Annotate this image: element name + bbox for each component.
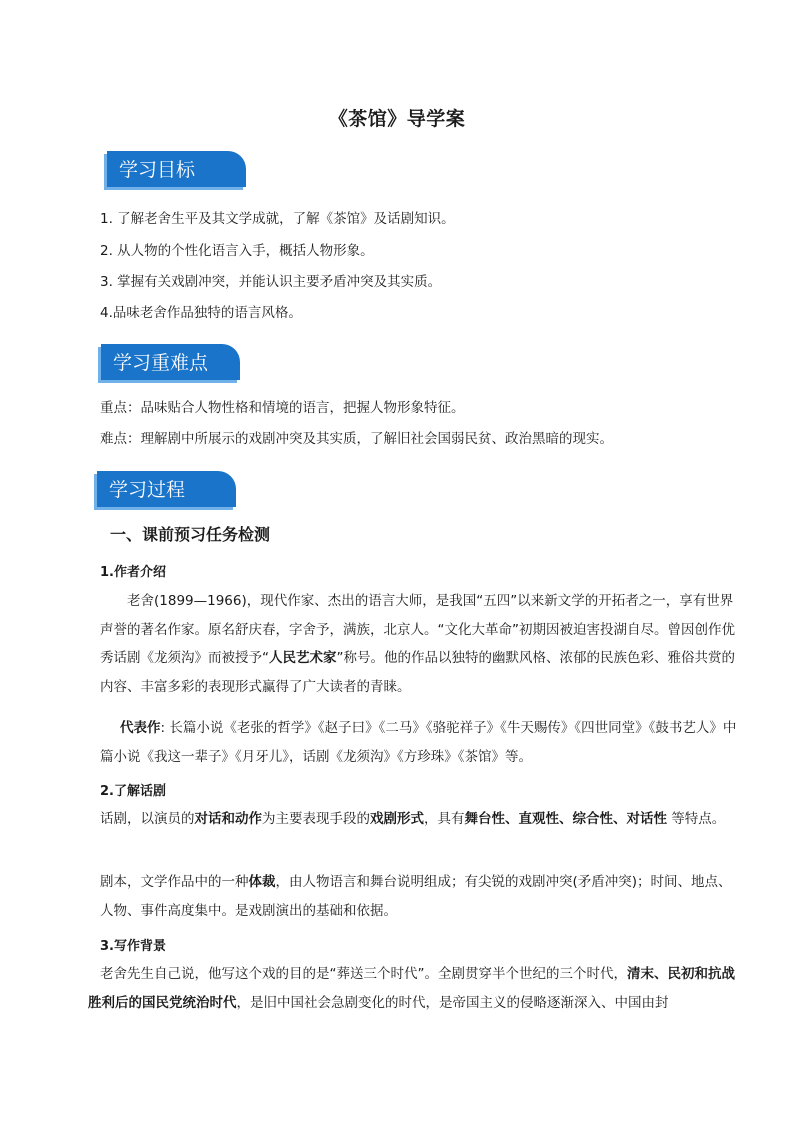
objective-item: 3. 掌握有关戏剧冲突，并能认识主要矛盾冲突及其实质。 [100,274,442,290]
drama-paragraph-1: 话剧，以演员的对话和动作为主要表现手段的戏剧形式，具有舞台性、直观性、综合性、对话性 等特点。 [100,811,726,827]
background-heading: 3.写作背景 [100,939,166,954]
author-heading: 1.作者介绍 [100,565,166,580]
difficult-point: 难点：理解剧中所展示的戏剧冲突及其实质，了解旧社会国弱民贫、政治黑暗的现实。 [100,431,613,447]
drama-paragraph-2: 剧本，文学作品中的一种体裁，由人物语言和舞台说明组成；有尖锐的戏剧冲突(矛盾冲突)；时间、地点、人物、事件高度集中。是戏剧演出的基础和依据。 [100,874,732,919]
section-tag-keypoints: 学习重难点 [101,344,240,380]
author-paragraph: 老舍(1899—1966)，现代作家、杰出的语言大师，是我国“五四”以来新文学的开拓者之一，享有世界声誉的著名作家。原名舒庆春，字舍予，满族，北京人。“文化大革命”初期因被迫害投湖自尽。曾因创作优秀话剧《龙须沟》而被授予“人民艺术家”称号。他的作品以独特的幽默风格、浓郁的民族色彩、雅俗共赏的内容、丰富多彩的表现形式赢得了广大读者的青睐。 [100,593,735,695]
part-heading: 一、课前预习任务检测 [110,525,271,544]
objective-item: 4.品味老舍作品独特的语言风格。 [100,305,302,321]
section-tag-objectives: 学习目标 [107,151,246,187]
objective-item: 1. 了解老舍生平及其文学成就，了解《茶馆》及话剧知识。 [100,211,455,227]
objective-item: 2. 从人物的个性化语言入手，概括人物形象。 [100,243,374,259]
key-point: 重点：品味贴合人物性格和情境的语言，把握人物形象特征。 [100,400,465,416]
background-paragraph: 老舍先生自己说，他写这个戏的目的是“葬送三个时代”。全剧贯穿半个世纪的三个时代，清末、民初和抗战胜利后的国民党统治时代，是旧中国社会急剧变化的时代，是帝国主义的侵略逐渐深入、中国由封 [88,966,735,1011]
works-paragraph: 代表作: 长篇小说《老张的哲学》《赵子曰》《二马》《骆驼祥子》《牛天赐传》《四世同堂》《鼓书艺人》中篇小说《我这一辈子》《月牙儿》，话剧《龙须沟》《方珍珠》《茶馆》等。 [100,720,737,765]
page-title: 《茶馆》导学案 [328,108,466,130]
drama-heading: 2.了解话剧 [100,784,166,799]
section-tag-process: 学习过程 [97,471,236,507]
